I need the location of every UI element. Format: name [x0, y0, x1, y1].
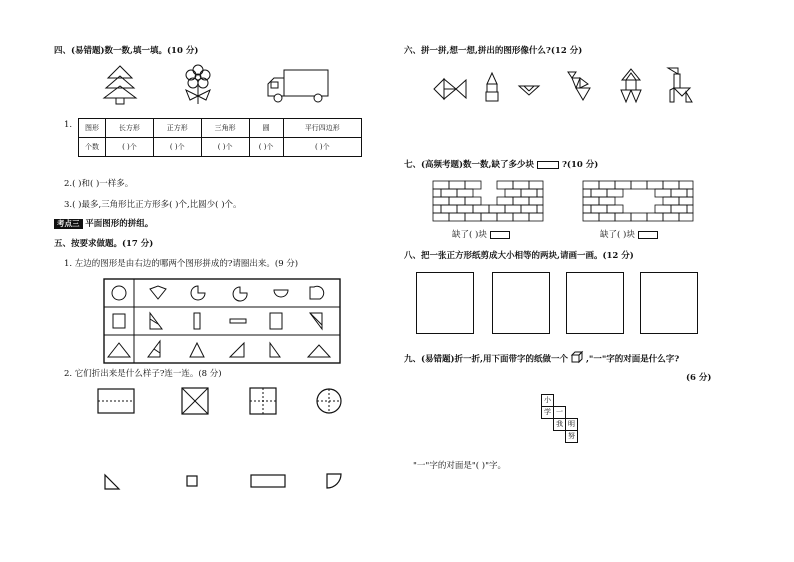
- flower-picture: [178, 62, 218, 104]
- brick-icon: [537, 161, 559, 169]
- sec9-title-a: 九、(易错题)折一折,用下面带字的纸做一个: [404, 354, 569, 365]
- brick: [433, 205, 441, 213]
- question-number: 1.: [64, 120, 73, 130]
- brick: [599, 197, 615, 205]
- brick: [529, 213, 543, 221]
- table-header: 正方形: [153, 119, 201, 138]
- square-paper-1[interactable]: [416, 272, 474, 334]
- brick: [433, 189, 441, 197]
- folded-paper-3: [250, 388, 276, 414]
- kaodian-heading: [54, 219, 153, 230]
- sec5-q2: 2. 它们折出来是什么样子?连一连。(8 分): [64, 369, 222, 379]
- answer-blank[interactable]: ( )个: [153, 138, 201, 157]
- answer-blank[interactable]: ( )个: [283, 138, 361, 157]
- sec4-title: 四、(易错题)数一数,填一填。(10 分): [54, 46, 199, 56]
- brick: [441, 189, 457, 197]
- brick: [513, 213, 529, 221]
- brick: [497, 181, 513, 189]
- brick: [505, 189, 521, 197]
- brick: [457, 189, 473, 197]
- brick: [457, 205, 473, 213]
- sec7-answer-a: [452, 230, 510, 241]
- cube-icon: [571, 351, 583, 367]
- brick: [497, 213, 513, 221]
- brick: [529, 197, 543, 205]
- brick: [591, 205, 607, 213]
- folded-paper-1: [98, 389, 134, 413]
- sec4-q3: 3.( )最多,三角形比正方形多( )个,比圆少( )个。: [64, 200, 242, 210]
- table-header-row: [79, 119, 362, 138]
- brick: [687, 205, 693, 213]
- brick: [481, 213, 497, 221]
- net-cell: 我: [553, 418, 566, 431]
- brick-wall-1: [433, 180, 543, 222]
- brick: [655, 189, 671, 197]
- table-row: [79, 138, 362, 157]
- sec7-title-a: 七、(高频考题)数一数,缺了多少块: [404, 160, 535, 170]
- brick-icon: [490, 231, 510, 239]
- brick: [489, 205, 505, 213]
- sec9-answer[interactable]: "一"字的对面是"( )"字。: [413, 461, 506, 471]
- brick: [679, 213, 693, 221]
- shape-choice-grid: [104, 279, 340, 363]
- table-header: 图形: [79, 119, 106, 138]
- brick: [497, 197, 513, 205]
- brick: [513, 197, 529, 205]
- shape-count-table: [78, 118, 362, 157]
- brick: [663, 213, 679, 221]
- brick-wall-2: [583, 180, 693, 222]
- brick: [441, 205, 457, 213]
- brick: [521, 189, 537, 197]
- result-quarter-circle: [326, 473, 342, 489]
- brick: [631, 213, 647, 221]
- brick: [449, 213, 465, 221]
- answer-blank[interactable]: ( )个: [249, 138, 283, 157]
- brick-icon: [638, 231, 658, 239]
- brick: [583, 189, 591, 197]
- brick: [583, 197, 599, 205]
- table-header: 三角形: [201, 119, 249, 138]
- brick: [449, 181, 465, 189]
- result-rectangle: [250, 474, 286, 488]
- square-paper-2[interactable]: [492, 272, 550, 334]
- brick: [687, 189, 693, 197]
- brick: [671, 205, 687, 213]
- brick: [591, 189, 607, 197]
- brick: [663, 181, 679, 189]
- net-cell: 一: [553, 406, 566, 419]
- brick: [607, 189, 623, 197]
- brick: [433, 181, 449, 189]
- brick: [505, 205, 521, 213]
- result-triangle: [104, 474, 120, 490]
- brick: [599, 213, 615, 221]
- net-cell: 学: [541, 406, 554, 419]
- tangram-fish-picture: [432, 76, 466, 102]
- brick: [433, 213, 449, 221]
- sec7-title: [404, 160, 598, 171]
- brick: [583, 181, 599, 189]
- brick: [647, 181, 663, 189]
- sec7-title-b: ?(10 分): [561, 160, 599, 170]
- brick: [465, 213, 481, 221]
- brick: [537, 189, 543, 197]
- table-header: 圆: [249, 119, 283, 138]
- kaodian-text: 平面图形的拼组。: [85, 219, 154, 229]
- tangram-giraffe-picture: [664, 66, 694, 104]
- brick: [433, 197, 449, 205]
- brick: [583, 205, 591, 213]
- folded-paper-2: [182, 388, 208, 414]
- sec5-title: 五、按要求做题。(17 分): [54, 239, 154, 249]
- net-cell: 努: [565, 430, 578, 443]
- folded-paper-4: [316, 388, 342, 414]
- answer-blank[interactable]: ( )个: [201, 138, 249, 157]
- brick: [521, 205, 537, 213]
- sec7-ans-b-text[interactable]: 缺了( )块: [600, 230, 635, 240]
- brick: [615, 181, 631, 189]
- square-paper-4[interactable]: [640, 272, 698, 334]
- brick: [671, 189, 687, 197]
- brick: [473, 205, 489, 213]
- brick: [663, 197, 679, 205]
- brick: [465, 181, 481, 189]
- sec7-answer-b: [600, 230, 658, 241]
- result-small-square: [186, 475, 198, 487]
- brick: [631, 181, 647, 189]
- tangram-tree-picture: [100, 64, 140, 104]
- brick: [679, 197, 693, 205]
- table-cell: 个数: [79, 138, 106, 157]
- sec4-q2: 2.( )和( )一样多。: [64, 179, 134, 189]
- sec5-q1: 1. 左边的图形是由右边的哪两个图形拼成的?请圈出来。(9 分): [64, 259, 299, 269]
- tangram-person-picture: [566, 70, 592, 104]
- tangram-boat-picture: [518, 82, 540, 96]
- brick: [679, 181, 693, 189]
- square-paper-3[interactable]: [566, 272, 624, 334]
- kaodian-badge: 考点三: [54, 219, 83, 229]
- sec8-title: 八、把一张正方形纸剪成大小相等的两块,请画一画。(12 分): [404, 251, 634, 261]
- sec9-score: (6 分): [686, 373, 712, 383]
- brick: [647, 213, 663, 221]
- truck-picture: [266, 68, 330, 104]
- net-cell: 明: [565, 418, 578, 431]
- brick: [537, 205, 543, 213]
- brick: [655, 205, 671, 213]
- tangram-candle-picture: [484, 72, 500, 102]
- sec9-title-b: ,"一"字的对面是什么字?: [585, 354, 680, 365]
- brick: [513, 181, 529, 189]
- tangram-rocket-picture: [618, 68, 644, 104]
- brick: [449, 197, 465, 205]
- sec7-ans-a-text[interactable]: 缺了( )块: [452, 230, 487, 240]
- brick: [607, 205, 623, 213]
- brick: [583, 213, 599, 221]
- table-header: 平行四边形: [283, 119, 361, 138]
- table-header: 长方形: [106, 119, 154, 138]
- brick: [599, 181, 615, 189]
- sec6-title: 六、拼一拼,想一想,拼出的图形像什么?(12 分): [404, 46, 583, 56]
- brick: [529, 181, 543, 189]
- brick: [465, 197, 481, 205]
- answer-blank[interactable]: ( )个: [106, 138, 154, 157]
- sec9-title: [404, 351, 679, 367]
- net-cell: 小: [541, 394, 554, 407]
- brick: [615, 213, 631, 221]
